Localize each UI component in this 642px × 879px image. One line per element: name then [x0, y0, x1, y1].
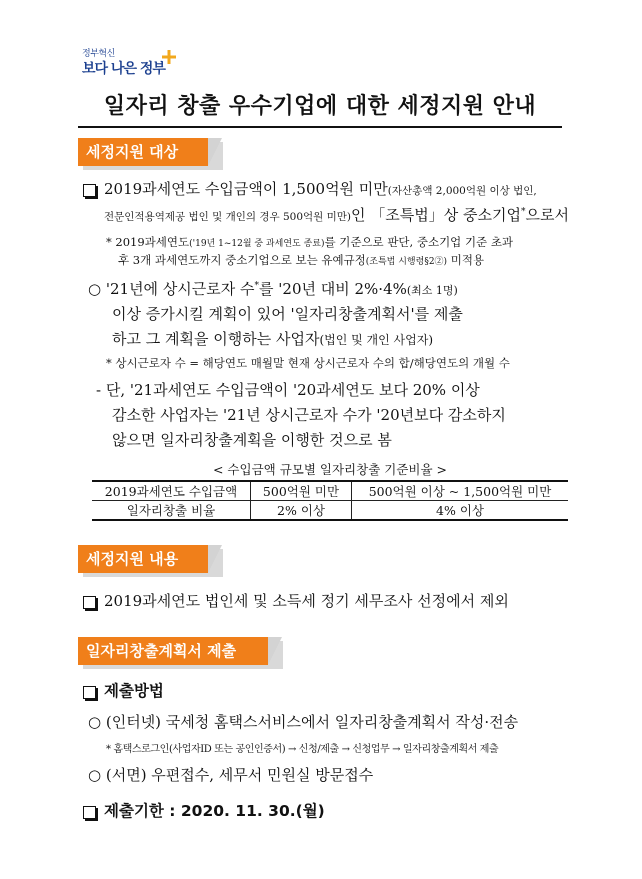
- section-header-submission: 일자리창출계획서 제출: [78, 637, 268, 665]
- target-sme-text: 인 「조특법」상 중소기업: [351, 206, 521, 224]
- table-header-row: [92, 481, 568, 501]
- table-header-cell: 500억원 미만: [251, 481, 352, 501]
- employee-text-e: (법인 및 개인 사업자): [319, 333, 433, 347]
- target-revenue-note: (자산총액 2,000억원 이상 법인,: [387, 185, 537, 197]
- note-1-line-2: [118, 252, 484, 268]
- section-header-target: 세정지원 대상: [78, 138, 208, 166]
- logo-main-text: 보다 나은 정부: [82, 61, 165, 77]
- support-content-text: 2019과세연도 법인세 및 소득세 정기 세무조사 선정에서 제외: [104, 592, 509, 610]
- employee-text-b: 를 '20년 대비 2%·4%: [259, 280, 407, 298]
- square-bullet-icon: [83, 686, 96, 699]
- table-row: [92, 501, 568, 521]
- note-2b: (조특법 시행령§2②): [365, 257, 448, 267]
- target-line-1: [104, 178, 537, 199]
- submission-online-note: * 홈택스로그인(사업자ID 또는 공인인증서) → 신청/제출 → 신청업무 → 일자리창출계획서 제출: [106, 744, 499, 755]
- employee-text-d: 하고 그 계획을 이행하는 사업자: [112, 330, 320, 348]
- note-1-line-1: [106, 234, 513, 250]
- table-header-cell: 500억원 이상 ~ 1,500억원 미만: [352, 481, 569, 501]
- employee-line-2: 이상 증가시킬 계획이 있어 '일자리창출계획서'를 제출: [112, 305, 463, 323]
- square-bullet-icon: [83, 596, 96, 609]
- footnote-mark-2: *: [254, 281, 260, 291]
- table-cell: 4% 이상: [352, 501, 569, 521]
- gov-logo: [82, 46, 172, 86]
- table-caption: < 수입금액 규모별 일자리창출 기준비율 >: [212, 462, 447, 477]
- submission-method-title: 제출방법: [104, 682, 164, 700]
- note-1b: ('19년 1~12월 중 과세연도 종료): [189, 239, 325, 249]
- note-employee-count: * 상시근로자 수 = 해당연도 매월말 현재 상시근로자 수의 합/해당연도의 개월 수: [106, 356, 510, 370]
- target-exception-note: 전문인적용역제공 법인 및 개인의 경우 500억원 미만): [104, 211, 352, 223]
- employee-line-1: [88, 278, 458, 299]
- note-1c: 를 기준으로 판단, 중소기업 기준 초과: [324, 235, 514, 249]
- target-revenue-text: 2019과세연도 수입금액이 1,500억원 미만: [104, 180, 388, 198]
- submission-method-online: ○ (인터넷) 국세청 홈택스서비스에서 일자리창출계획서 작성·전송: [88, 713, 519, 731]
- employee-text-c: (최소 1명): [406, 284, 458, 297]
- table-cell: 일자리창출 비율: [92, 501, 251, 521]
- section-header-content: 세정지원 내용: [78, 545, 208, 573]
- square-bullet-icon: [83, 184, 96, 197]
- employee-text-a: ○ '21년에 상시근로자 수: [88, 280, 255, 298]
- submission-method-paper: ○ (서면) 우편접수, 세무서 민원실 방문접수: [88, 766, 374, 784]
- footnote-mark: *: [520, 207, 526, 217]
- exception-line-3: 않으면 일자리창출계획을 이행한 것으로 봄: [112, 431, 392, 449]
- table-header-cell: 2019과세연도 수입금액: [92, 481, 251, 501]
- table-cell: 2% 이상: [251, 501, 352, 521]
- note-2c: 미적용: [450, 253, 485, 267]
- ratio-table: [92, 480, 568, 521]
- submission-deadline: 제출기한 : 2020. 11. 30.(월): [104, 802, 325, 820]
- logo-small-text: 정부혁신: [82, 49, 115, 59]
- plus-icon: [162, 50, 176, 64]
- target-sme-end: 으로서: [525, 206, 569, 224]
- exception-line-2: 감소한 사업자는 '21년 상시근로자 수가 '20년보다 감소하지: [112, 406, 506, 424]
- square-bullet-icon: [83, 806, 96, 819]
- target-line-2: [104, 204, 569, 225]
- note-2a: 후 3개 과세연도까지 중소기업으로 보는 유예규정: [118, 253, 366, 267]
- note-1a: * 2019과세연도: [106, 235, 190, 249]
- exception-line-1: - 단, '21과세연도 수입금액이 '20과세연도 보다 20% 이상: [96, 381, 480, 399]
- page-title: 일자리 창출 우수기업에 대한 세정지원 안내: [78, 90, 562, 128]
- employee-line-3: [112, 328, 433, 349]
